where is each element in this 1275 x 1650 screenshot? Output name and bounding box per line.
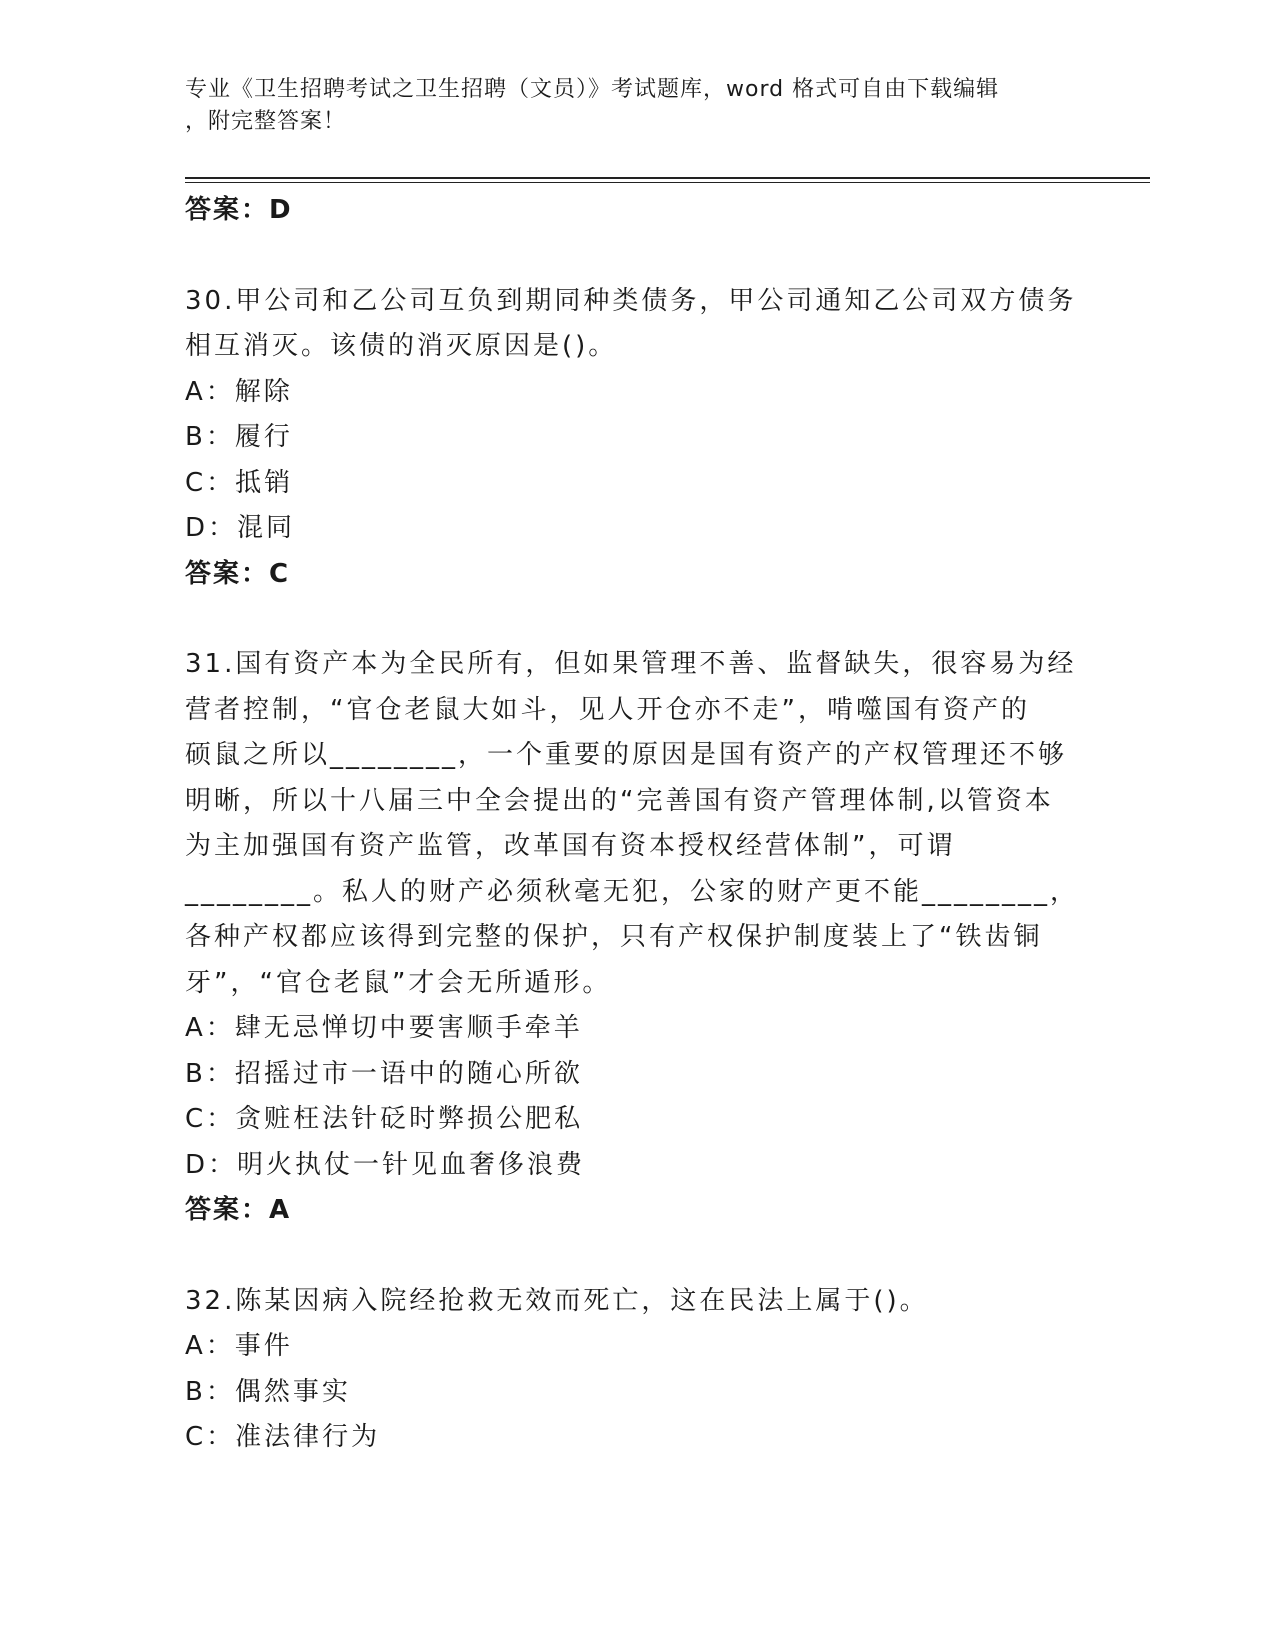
option-c: C：抵销 xyxy=(185,467,294,498)
previous-answer: 答案：D xyxy=(185,195,293,225)
question-text-line: 31.国有资产本为全民所有，但如果管理不善、监督缺失，很容易为经 xyxy=(185,649,1077,679)
option-a: A：肆无忌惮切中要害顺手牵羊 xyxy=(185,1013,583,1043)
question-text-line: ________。私人的财产必须秋毫无犯，公家的财产更不能________， xyxy=(185,876,1080,907)
question-text-line: 为主加强国有资产监管，改革国有资本授权经营体制”，可谓 xyxy=(185,831,956,861)
question-list xyxy=(185,188,1080,1461)
question-31 xyxy=(185,642,1080,1234)
spacer xyxy=(185,1234,1075,1279)
option-d: D：混同 xyxy=(185,513,296,543)
document-header xyxy=(185,74,1065,138)
question-text-line: 30.甲公司和乙公司互负到期同种类债务，甲公司通知乙公司双方债务 xyxy=(185,285,1077,316)
header-rule-thin xyxy=(185,182,1150,183)
option-a: A：解除 xyxy=(185,376,293,407)
option-d: D：明火执仗一针见血奢侈浪费 xyxy=(185,1149,586,1180)
question-text-line: 牙”，“官仓老鼠”才会无所遁形。 xyxy=(185,967,612,998)
spacer xyxy=(185,597,1075,642)
question-text-line: 相互消灭。该债的消灭原因是()。 xyxy=(185,331,618,361)
question-text-line: 营者控制，“官仓老鼠大如斗，见人开仓亦不走”，啃噬国有资产的 xyxy=(185,694,1030,725)
question-text-line: 硕鼠之所以________，一个重要的原因是国有资产的产权管理还不够 xyxy=(185,740,1068,770)
option-c: C：贪赃枉法针砭时弊损公肥私 xyxy=(185,1104,584,1134)
option-b: B：履行 xyxy=(185,422,293,452)
header-rule-thick xyxy=(185,177,1150,179)
option-b: B：招摇过市一语中的随心所欲 xyxy=(185,1058,583,1089)
header-line-1: 专业《卫生招聘考试之卫生招聘（文员）》考试题库，word 格式可自由下载编辑 xyxy=(185,77,1000,102)
question-text-line: 32.陈某因病入院经抢救无效而死亡，这在民法上属于()。 xyxy=(185,1285,929,1316)
option-a: A：事件 xyxy=(185,1331,293,1361)
answer: 答案：A xyxy=(185,1195,292,1225)
question-text-line: 明晰，所以十八届三中全会提出的“完善国有资产管理体制,以管资本 xyxy=(185,785,1054,816)
answer: 答案：C xyxy=(185,558,291,589)
question-text-line: 各种产权都应该得到完整的保护，只有产权保护制度装上了“铁齿铜 xyxy=(185,922,1043,952)
question-30 xyxy=(185,279,1075,598)
question-32 xyxy=(185,1279,1075,1461)
header-line-2: ，附完整答案！ xyxy=(185,109,347,134)
spacer xyxy=(185,234,1075,279)
option-b: B：偶然事实 xyxy=(185,1376,351,1407)
option-c: C：准法律行为 xyxy=(185,1422,381,1452)
